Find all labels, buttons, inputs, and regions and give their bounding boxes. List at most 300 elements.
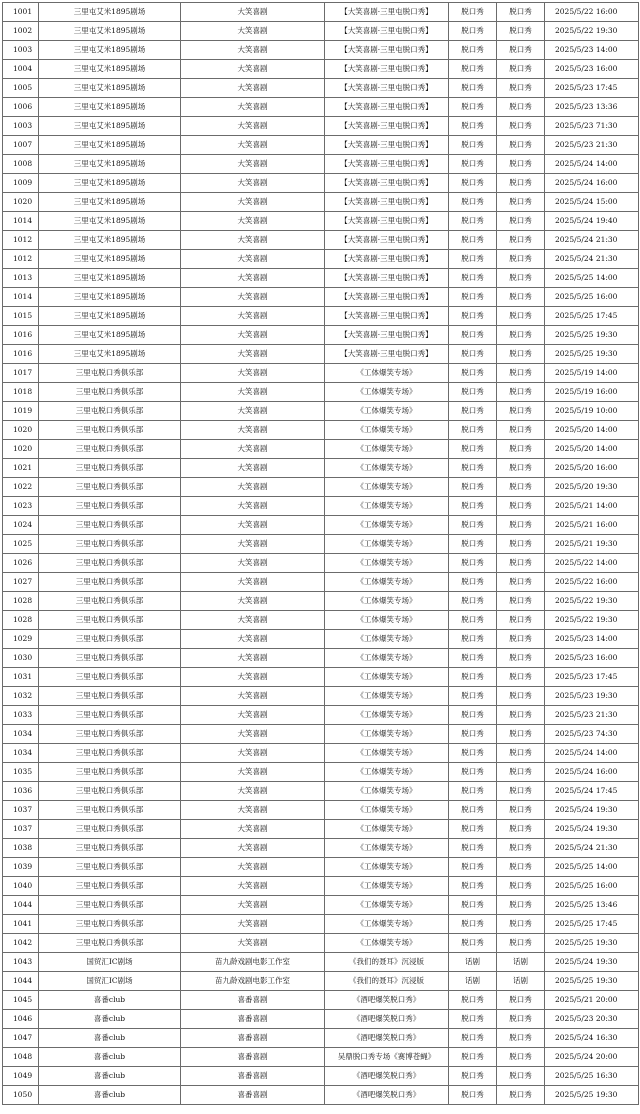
organizer-cell: 大笑喜剧 xyxy=(181,649,325,668)
subcategory-cell: 脱口秀 xyxy=(497,117,545,136)
table-row xyxy=(3,573,639,592)
row-id-cell: 1046 xyxy=(3,1010,39,1029)
category-cell: 脱口秀 xyxy=(449,706,497,725)
table-row xyxy=(3,193,639,212)
category-cell: 脱口秀 xyxy=(449,497,497,516)
subcategory-cell: 脱口秀 xyxy=(497,1086,545,1105)
show-time-cell: 2025/5/25 19:30 xyxy=(545,345,639,364)
show-time-cell: 2025/5/25 16:00 xyxy=(545,877,639,896)
table-row xyxy=(3,782,639,801)
venue-cell: 三里屯艾米1895剧场 xyxy=(39,117,181,136)
category-cell: 脱口秀 xyxy=(449,535,497,554)
category-cell: 脱口秀 xyxy=(449,79,497,98)
subcategory-cell: 脱口秀 xyxy=(497,1010,545,1029)
table-row xyxy=(3,630,639,649)
organizer-cell: 大笑喜剧 xyxy=(181,934,325,953)
venue-cell: 三里屯艾米1895剧场 xyxy=(39,79,181,98)
show-title-cell: 《工体爆笑专场》 xyxy=(325,592,449,611)
table-row xyxy=(3,345,639,364)
subcategory-cell: 脱口秀 xyxy=(497,364,545,383)
category-cell: 脱口秀 xyxy=(449,231,497,250)
show-title-cell: 【大笑喜剧·三里屯脱口秀】 xyxy=(325,136,449,155)
row-id-cell: 1031 xyxy=(3,668,39,687)
subcategory-cell: 脱口秀 xyxy=(497,307,545,326)
show-title-cell: 《工体爆笑专场》 xyxy=(325,687,449,706)
organizer-cell: 大笑喜剧 xyxy=(181,630,325,649)
table-row xyxy=(3,1067,639,1086)
category-cell: 脱口秀 xyxy=(449,364,497,383)
table-row xyxy=(3,516,639,535)
show-time-cell: 2025/5/25 14:00 xyxy=(545,858,639,877)
table-row xyxy=(3,611,639,630)
organizer-cell: 大笑喜剧 xyxy=(181,706,325,725)
category-cell: 脱口秀 xyxy=(449,98,497,117)
show-time-cell: 2025/5/22 19:30 xyxy=(545,22,639,41)
table-row xyxy=(3,1010,639,1029)
venue-cell: 三里屯艾米1895剧场 xyxy=(39,326,181,345)
category-cell: 脱口秀 xyxy=(449,668,497,687)
category-cell: 脱口秀 xyxy=(449,744,497,763)
category-cell: 脱口秀 xyxy=(449,858,497,877)
organizer-cell: 大笑喜剧 xyxy=(181,858,325,877)
category-cell: 脱口秀 xyxy=(449,136,497,155)
show-time-cell: 2025/5/24 19:30 xyxy=(545,801,639,820)
subcategory-cell: 脱口秀 xyxy=(497,497,545,516)
venue-cell: 三里屯脱口秀俱乐部 xyxy=(39,649,181,668)
venue-cell: 三里屯艾米1895剧场 xyxy=(39,41,181,60)
row-id-cell: 1032 xyxy=(3,687,39,706)
subcategory-cell: 脱口秀 xyxy=(497,573,545,592)
venue-cell: 三里屯脱口秀俱乐部 xyxy=(39,402,181,421)
show-title-cell: 《工体爆笑专场》 xyxy=(325,820,449,839)
subcategory-cell: 脱口秀 xyxy=(497,193,545,212)
table-row xyxy=(3,231,639,250)
show-title-cell: 《工体爆笑专场》 xyxy=(325,630,449,649)
row-id-cell: 1028 xyxy=(3,611,39,630)
row-id-cell: 1023 xyxy=(3,497,39,516)
table-row xyxy=(3,307,639,326)
category-cell: 脱口秀 xyxy=(449,516,497,535)
venue-cell: 三里屯脱口秀俱乐部 xyxy=(39,668,181,687)
row-id-cell: 1012 xyxy=(3,231,39,250)
show-time-cell: 2025/5/25 16:00 xyxy=(545,288,639,307)
row-id-cell: 1021 xyxy=(3,459,39,478)
table-row xyxy=(3,60,639,79)
show-time-cell: 2025/5/24 16:00 xyxy=(545,763,639,782)
organizer-cell: 大笑喜剧 xyxy=(181,22,325,41)
show-time-cell: 2025/5/24 16:00 xyxy=(545,174,639,193)
subcategory-cell: 脱口秀 xyxy=(497,649,545,668)
table-row xyxy=(3,22,639,41)
table-row xyxy=(3,497,639,516)
show-title-cell: 《工体爆笑专场》 xyxy=(325,649,449,668)
row-id-cell: 1004 xyxy=(3,60,39,79)
show-title-cell: 《酒吧爆笑脱口秀》 xyxy=(325,1029,449,1048)
category-cell: 脱口秀 xyxy=(449,440,497,459)
table-row xyxy=(3,1048,639,1067)
table-row xyxy=(3,136,639,155)
category-cell: 脱口秀 xyxy=(449,250,497,269)
organizer-cell: 大笑喜剧 xyxy=(181,60,325,79)
category-cell: 脱口秀 xyxy=(449,611,497,630)
category-cell: 脱口秀 xyxy=(449,592,497,611)
show-title-cell: 【大笑喜剧·三里屯脱口秀】 xyxy=(325,79,449,98)
category-cell: 脱口秀 xyxy=(449,934,497,953)
category-cell: 脱口秀 xyxy=(449,155,497,174)
show-title-cell: 《工体爆笑专场》 xyxy=(325,421,449,440)
show-time-cell: 2025/5/25 19:30 xyxy=(545,972,639,991)
organizer-cell: 大笑喜剧 xyxy=(181,79,325,98)
table-row xyxy=(3,991,639,1010)
show-title-cell: 《工体爆笑专场》 xyxy=(325,668,449,687)
category-cell: 脱口秀 xyxy=(449,1086,497,1105)
subcategory-cell: 脱口秀 xyxy=(497,1067,545,1086)
venue-cell: 三里屯脱口秀俱乐部 xyxy=(39,383,181,402)
venue-cell: 喜番club xyxy=(39,1048,181,1067)
row-id-cell: 1037 xyxy=(3,820,39,839)
venue-cell: 三里屯脱口秀俱乐部 xyxy=(39,858,181,877)
show-title-cell: 【大笑喜剧·三里屯脱口秀】 xyxy=(325,307,449,326)
category-cell: 脱口秀 xyxy=(449,60,497,79)
organizer-cell: 大笑喜剧 xyxy=(181,421,325,440)
subcategory-cell: 脱口秀 xyxy=(497,630,545,649)
subcategory-cell: 脱口秀 xyxy=(497,1029,545,1048)
subcategory-cell: 脱口秀 xyxy=(497,136,545,155)
venue-cell: 喜番club xyxy=(39,1067,181,1086)
row-id-cell: 1020 xyxy=(3,440,39,459)
show-title-cell: 《工体爆笑专场》 xyxy=(325,782,449,801)
category-cell: 脱口秀 xyxy=(449,1067,497,1086)
venue-cell: 三里屯脱口秀俱乐部 xyxy=(39,687,181,706)
venue-cell: 三里屯脱口秀俱乐部 xyxy=(39,516,181,535)
organizer-cell: 大笑喜剧 xyxy=(181,763,325,782)
organizer-cell: 大笑喜剧 xyxy=(181,136,325,155)
organizer-cell: 大笑喜剧 xyxy=(181,212,325,231)
show-title-cell: 《工体爆笑专场》 xyxy=(325,706,449,725)
show-time-cell: 2025/5/24 19:40 xyxy=(545,212,639,231)
venue-cell: 三里屯脱口秀俱乐部 xyxy=(39,459,181,478)
subcategory-cell: 脱口秀 xyxy=(497,934,545,953)
show-time-cell: 2025/5/24 21:30 xyxy=(545,250,639,269)
organizer-cell: 喜番喜剧 xyxy=(181,1048,325,1067)
table-row xyxy=(3,269,639,288)
row-id-cell: 1009 xyxy=(3,174,39,193)
subcategory-cell: 话剧 xyxy=(497,972,545,991)
category-cell: 脱口秀 xyxy=(449,459,497,478)
organizer-cell: 大笑喜剧 xyxy=(181,573,325,592)
table-row xyxy=(3,744,639,763)
organizer-cell: 大笑喜剧 xyxy=(181,497,325,516)
row-id-cell: 1008 xyxy=(3,155,39,174)
category-cell: 话剧 xyxy=(449,953,497,972)
category-cell: 脱口秀 xyxy=(449,41,497,60)
row-id-cell: 1020 xyxy=(3,193,39,212)
show-time-cell: 2025/5/25 16:30 xyxy=(545,1067,639,1086)
venue-cell: 三里屯脱口秀俱乐部 xyxy=(39,592,181,611)
organizer-cell: 大笑喜剧 xyxy=(181,877,325,896)
show-title-cell: 《工体爆笑专场》 xyxy=(325,402,449,421)
table-row xyxy=(3,554,639,573)
row-id-cell: 1038 xyxy=(3,839,39,858)
subcategory-cell: 脱口秀 xyxy=(497,212,545,231)
table-row xyxy=(3,877,639,896)
category-cell: 脱口秀 xyxy=(449,915,497,934)
show-time-cell: 2025/5/20 16:00 xyxy=(545,459,639,478)
subcategory-cell: 脱口秀 xyxy=(497,858,545,877)
show-time-cell: 2025/5/24 21:30 xyxy=(545,839,639,858)
row-id-cell: 1045 xyxy=(3,991,39,1010)
row-id-cell: 1047 xyxy=(3,1029,39,1048)
venue-cell: 三里屯脱口秀俱乐部 xyxy=(39,801,181,820)
row-id-cell: 1042 xyxy=(3,934,39,953)
category-cell: 脱口秀 xyxy=(449,383,497,402)
organizer-cell: 大笑喜剧 xyxy=(181,3,325,22)
row-id-cell: 1039 xyxy=(3,858,39,877)
venue-cell: 三里屯脱口秀俱乐部 xyxy=(39,497,181,516)
show-title-cell: 《工体爆笑专场》 xyxy=(325,744,449,763)
row-id-cell: 1015 xyxy=(3,307,39,326)
venue-cell: 三里屯脱口秀俱乐部 xyxy=(39,364,181,383)
subcategory-cell: 脱口秀 xyxy=(497,155,545,174)
show-time-cell: 2025/5/19 16:00 xyxy=(545,383,639,402)
row-id-cell: 1001 xyxy=(3,3,39,22)
subcategory-cell: 脱口秀 xyxy=(497,782,545,801)
row-id-cell: 1043 xyxy=(3,953,39,972)
show-title-cell: 《工体爆笑专场》 xyxy=(325,858,449,877)
organizer-cell: 大笑喜剧 xyxy=(181,231,325,250)
category-cell: 脱口秀 xyxy=(449,1048,497,1067)
show-time-cell: 2025/5/23 14:00 xyxy=(545,630,639,649)
subcategory-cell: 脱口秀 xyxy=(497,535,545,554)
organizer-cell: 大笑喜剧 xyxy=(181,668,325,687)
venue-cell: 三里屯艾米1895剧场 xyxy=(39,345,181,364)
venue-cell: 三里屯脱口秀俱乐部 xyxy=(39,782,181,801)
row-id-cell: 1028 xyxy=(3,592,39,611)
venue-cell: 三里屯艾米1895剧场 xyxy=(39,60,181,79)
subcategory-cell: 脱口秀 xyxy=(497,41,545,60)
subcategory-cell: 脱口秀 xyxy=(497,345,545,364)
row-id-cell: 1034 xyxy=(3,744,39,763)
category-cell: 脱口秀 xyxy=(449,877,497,896)
table-row xyxy=(3,421,639,440)
organizer-cell: 喜番喜剧 xyxy=(181,1086,325,1105)
category-cell: 脱口秀 xyxy=(449,193,497,212)
show-time-cell: 2025/5/20 14:00 xyxy=(545,421,639,440)
subcategory-cell: 脱口秀 xyxy=(497,896,545,915)
show-time-cell: 2025/5/23 21:30 xyxy=(545,136,639,155)
subcategory-cell: 脱口秀 xyxy=(497,801,545,820)
organizer-cell: 大笑喜剧 xyxy=(181,896,325,915)
show-time-cell: 2025/5/23 14:00 xyxy=(545,41,639,60)
category-cell: 脱口秀 xyxy=(449,478,497,497)
organizer-cell: 喜番喜剧 xyxy=(181,1010,325,1029)
table-row xyxy=(3,858,639,877)
organizer-cell: 大笑喜剧 xyxy=(181,269,325,288)
subcategory-cell: 脱口秀 xyxy=(497,839,545,858)
show-title-cell: 《工体爆笑专场》 xyxy=(325,877,449,896)
subcategory-cell: 脱口秀 xyxy=(497,706,545,725)
subcategory-cell: 脱口秀 xyxy=(497,877,545,896)
show-time-cell: 2025/5/23 20:30 xyxy=(545,1010,639,1029)
show-title-cell: 《工体爆笑专场》 xyxy=(325,497,449,516)
show-time-cell: 2025/5/25 17:45 xyxy=(545,307,639,326)
venue-cell: 三里屯艾米1895剧场 xyxy=(39,307,181,326)
table-row xyxy=(3,288,639,307)
category-cell: 脱口秀 xyxy=(449,117,497,136)
row-id-cell: 1016 xyxy=(3,326,39,345)
table-row xyxy=(3,706,639,725)
show-title-cell: 《工体爆笑专场》 xyxy=(325,896,449,915)
row-id-cell: 1005 xyxy=(3,79,39,98)
row-id-cell: 1002 xyxy=(3,22,39,41)
table-row xyxy=(3,1029,639,1048)
row-id-cell: 1018 xyxy=(3,383,39,402)
table-row xyxy=(3,687,639,706)
row-id-cell: 1044 xyxy=(3,896,39,915)
show-time-cell: 2025/5/24 14:00 xyxy=(545,744,639,763)
venue-cell: 三里屯脱口秀俱乐部 xyxy=(39,763,181,782)
category-cell: 脱口秀 xyxy=(449,573,497,592)
show-time-cell: 2025/5/23 13:36 xyxy=(545,98,639,117)
subcategory-cell: 脱口秀 xyxy=(497,915,545,934)
table-row xyxy=(3,915,639,934)
venue-cell: 三里屯脱口秀俱乐部 xyxy=(39,611,181,630)
show-time-cell: 2025/5/19 10:00 xyxy=(545,402,639,421)
table-row xyxy=(3,41,639,60)
show-title-cell: 《工体爆笑专场》 xyxy=(325,383,449,402)
organizer-cell: 喜番喜剧 xyxy=(181,1067,325,1086)
venue-cell: 三里屯脱口秀俱乐部 xyxy=(39,725,181,744)
row-id-cell: 1006 xyxy=(3,98,39,117)
venue-cell: 三里屯脱口秀俱乐部 xyxy=(39,877,181,896)
row-id-cell: 1020 xyxy=(3,421,39,440)
venue-cell: 三里屯脱口秀俱乐部 xyxy=(39,706,181,725)
venue-cell: 三里屯脱口秀俱乐部 xyxy=(39,421,181,440)
venue-cell: 喜番club xyxy=(39,1086,181,1105)
venue-cell: 三里屯艾米1895剧场 xyxy=(39,155,181,174)
row-id-cell: 1040 xyxy=(3,877,39,896)
show-time-cell: 2025/5/23 19:30 xyxy=(545,687,639,706)
show-time-cell: 2025/5/23 16:00 xyxy=(545,649,639,668)
organizer-cell: 苗九龄戏剧电影工作室 xyxy=(181,972,325,991)
category-cell: 脱口秀 xyxy=(449,991,497,1010)
table-row xyxy=(3,592,639,611)
row-id-cell: 1037 xyxy=(3,801,39,820)
table-row xyxy=(3,3,639,22)
subcategory-cell: 脱口秀 xyxy=(497,174,545,193)
row-id-cell: 1025 xyxy=(3,535,39,554)
show-time-cell: 2025/5/24 21:30 xyxy=(545,231,639,250)
organizer-cell: 大笑喜剧 xyxy=(181,801,325,820)
show-time-cell: 2025/5/24 15:00 xyxy=(545,193,639,212)
table-row xyxy=(3,459,639,478)
row-id-cell: 1022 xyxy=(3,478,39,497)
show-time-cell: 2025/5/20 14:00 xyxy=(545,440,639,459)
organizer-cell: 大笑喜剧 xyxy=(181,687,325,706)
category-cell: 脱口秀 xyxy=(449,269,497,288)
subcategory-cell: 脱口秀 xyxy=(497,402,545,421)
category-cell: 脱口秀 xyxy=(449,212,497,231)
table-row xyxy=(3,402,639,421)
show-time-cell: 2025/5/23 16:00 xyxy=(545,60,639,79)
show-time-cell: 2025/5/24 19:30 xyxy=(545,953,639,972)
subcategory-cell: 脱口秀 xyxy=(497,991,545,1010)
organizer-cell: 大笑喜剧 xyxy=(181,535,325,554)
venue-cell: 三里屯艾米1895剧场 xyxy=(39,269,181,288)
subcategory-cell: 脱口秀 xyxy=(497,516,545,535)
category-cell: 脱口秀 xyxy=(449,801,497,820)
category-cell: 脱口秀 xyxy=(449,687,497,706)
category-cell: 脱口秀 xyxy=(449,839,497,858)
organizer-cell: 大笑喜剧 xyxy=(181,155,325,174)
show-time-cell: 2025/5/19 14:00 xyxy=(545,364,639,383)
organizer-cell: 大笑喜剧 xyxy=(181,554,325,573)
venue-cell: 三里屯艾米1895剧场 xyxy=(39,193,181,212)
show-title-cell: 《工体爆笑专场》 xyxy=(325,573,449,592)
show-title-cell: 《工体爆笑专场》 xyxy=(325,915,449,934)
table-row xyxy=(3,79,639,98)
venue-cell: 三里屯艾米1895剧场 xyxy=(39,98,181,117)
row-id-cell: 1050 xyxy=(3,1086,39,1105)
venue-cell: 三里屯艾米1895剧场 xyxy=(39,231,181,250)
show-title-cell: 《工体爆笑专场》 xyxy=(325,554,449,573)
category-cell: 话剧 xyxy=(449,972,497,991)
table-row xyxy=(3,801,639,820)
row-id-cell: 1048 xyxy=(3,1048,39,1067)
show-title-cell: 【大笑喜剧·三里屯脱口秀】 xyxy=(325,250,449,269)
table-row xyxy=(3,839,639,858)
show-time-cell: 2025/5/24 16:30 xyxy=(545,1029,639,1048)
row-id-cell: 1003 xyxy=(3,117,39,136)
row-id-cell: 1017 xyxy=(3,364,39,383)
row-id-cell: 1033 xyxy=(3,706,39,725)
category-cell: 脱口秀 xyxy=(449,896,497,915)
category-cell: 脱口秀 xyxy=(449,763,497,782)
venue-cell: 三里屯脱口秀俱乐部 xyxy=(39,554,181,573)
subcategory-cell: 脱口秀 xyxy=(497,725,545,744)
venue-cell: 三里屯脱口秀俱乐部 xyxy=(39,934,181,953)
subcategory-cell: 脱口秀 xyxy=(497,22,545,41)
category-cell: 脱口秀 xyxy=(449,22,497,41)
table-row xyxy=(3,155,639,174)
row-id-cell: 1014 xyxy=(3,288,39,307)
organizer-cell: 大笑喜剧 xyxy=(181,725,325,744)
table-row xyxy=(3,250,639,269)
row-id-cell: 1014 xyxy=(3,212,39,231)
venue-cell: 三里屯艾米1895剧场 xyxy=(39,250,181,269)
show-title-cell: 《工体爆笑专场》 xyxy=(325,611,449,630)
category-cell: 脱口秀 xyxy=(449,630,497,649)
subcategory-cell: 脱口秀 xyxy=(497,763,545,782)
organizer-cell: 喜番喜剧 xyxy=(181,991,325,1010)
show-time-cell: 2025/5/23 17:45 xyxy=(545,79,639,98)
organizer-cell: 大笑喜剧 xyxy=(181,592,325,611)
row-id-cell: 1027 xyxy=(3,573,39,592)
venue-cell: 三里屯脱口秀俱乐部 xyxy=(39,744,181,763)
category-cell: 脱口秀 xyxy=(449,554,497,573)
subcategory-cell: 脱口秀 xyxy=(497,383,545,402)
venue-cell: 三里屯艾米1895剧场 xyxy=(39,22,181,41)
row-id-cell: 1035 xyxy=(3,763,39,782)
show-time-cell: 2025/5/24 20:00 xyxy=(545,1048,639,1067)
subcategory-cell: 脱口秀 xyxy=(497,459,545,478)
organizer-cell: 苗九龄戏剧电影工作室 xyxy=(181,953,325,972)
show-title-cell: 《工体爆笑专场》 xyxy=(325,763,449,782)
show-title-cell: 《酒吧爆笑脱口秀》 xyxy=(325,1067,449,1086)
show-time-cell: 2025/5/22 16:00 xyxy=(545,573,639,592)
organizer-cell: 大笑喜剧 xyxy=(181,364,325,383)
show-title-cell: 【大笑喜剧·三里屯脱口秀】 xyxy=(325,288,449,307)
